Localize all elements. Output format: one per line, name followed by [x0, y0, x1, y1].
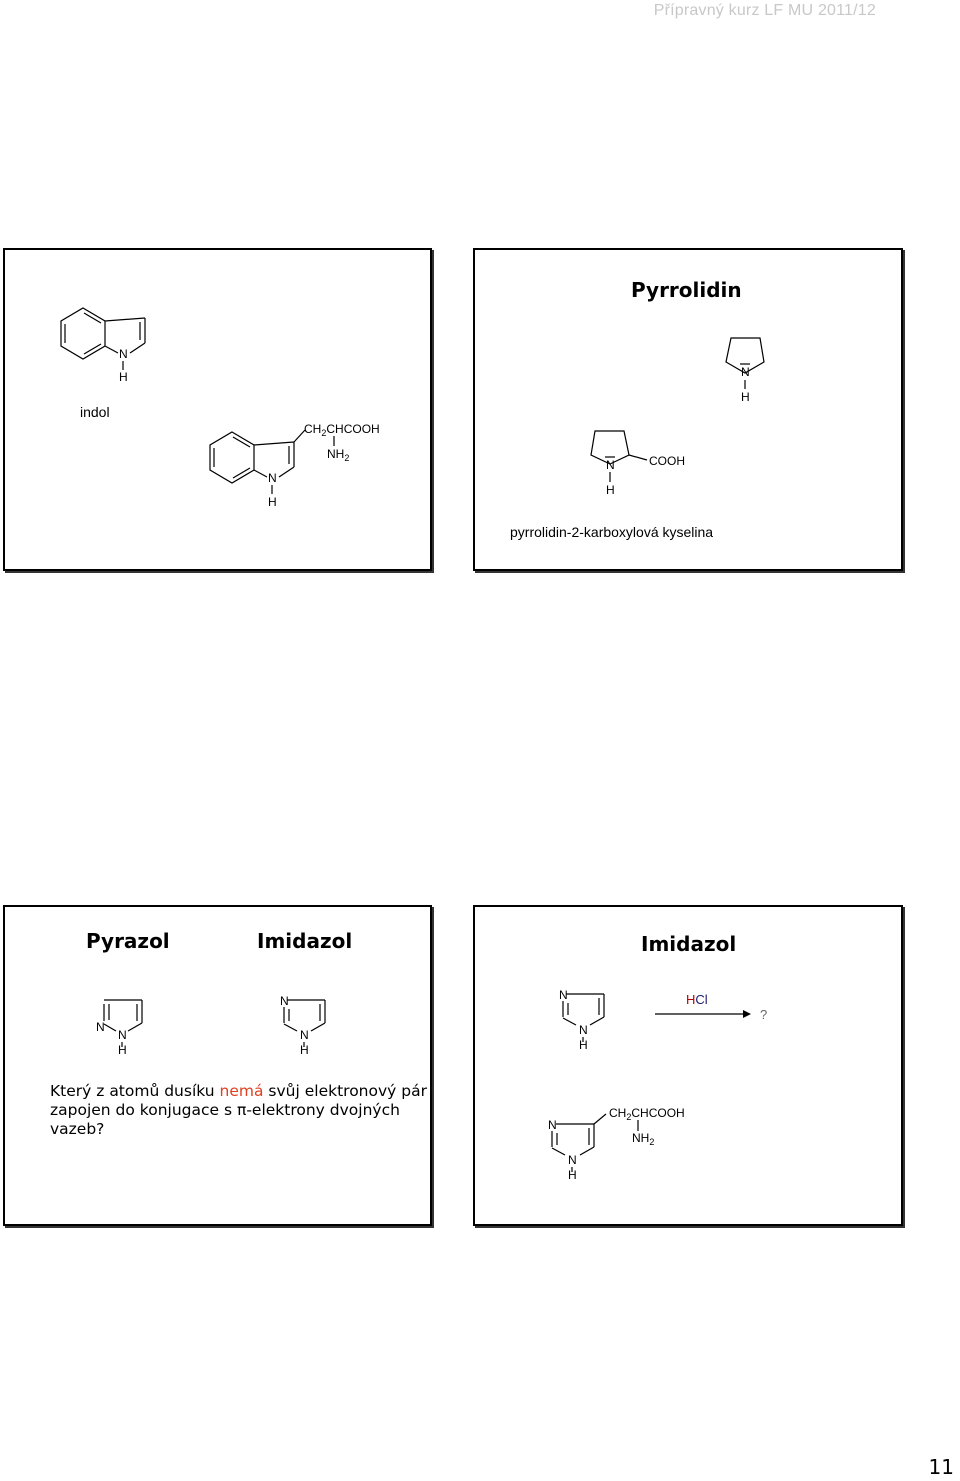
page-number: 11 — [928, 1455, 954, 1479]
proline-cooh: COOH — [649, 454, 685, 468]
indol-label: indol — [80, 404, 110, 420]
imidazol-atom-n3: N — [300, 1028, 309, 1042]
indol-molecule — [61, 308, 145, 384]
reactant-atom-n1: N — [559, 988, 568, 1002]
indol-atom-h: H — [119, 370, 128, 384]
indol-atom-n: N — [119, 347, 128, 361]
pyrrolidin-title: Pyrrolidin — [631, 278, 742, 302]
proline-atom-h: H — [606, 483, 615, 497]
histidine-atom-n1: N — [548, 1118, 557, 1132]
pyrazol-atom-n1: N — [96, 1020, 105, 1034]
histidine-ch2: $CH_2CHCOOH$ — [609, 1106, 685, 1122]
nitrogen-question: Který z atomů dusíku nemá svůj elektronový pár zapojen do konjugace s π-elektrony dvojných vazeb? — [50, 1082, 427, 1138]
pyrazol-imidazol-svg — [5, 907, 434, 1228]
imidazol-reactant — [559, 988, 604, 1052]
course-header: Přípravný kurz LF MU 2011/12 — [653, 2, 876, 19]
proline-atom-n: N — [606, 458, 615, 472]
pyrrolidin-atom-h: H — [741, 390, 750, 404]
proline-molecule — [591, 431, 685, 497]
histidine-molecule — [548, 1106, 685, 1182]
reaction-result: ? — [760, 1007, 768, 1022]
slide-imidazol-reaction — [473, 905, 903, 1226]
imidazol-atom-h: H — [300, 1043, 309, 1057]
tryptophan-molecule — [210, 422, 380, 509]
imidazol-molecule — [280, 994, 325, 1057]
pyrrolidin-molecule — [726, 338, 764, 404]
pyrazol-atom-h: H — [118, 1043, 127, 1057]
imidazol-reaction-svg — [475, 907, 905, 1228]
tryptophan-nh2: $NH_2$ — [327, 447, 350, 463]
reaction-arrow — [655, 1010, 751, 1018]
imidazol-reaction-title: Imidazol — [641, 932, 737, 956]
imidazol-atom-n1: N — [280, 994, 289, 1008]
tryptophan-atom-h: H — [268, 495, 277, 509]
pyrazol-title: Pyrazol — [86, 929, 170, 953]
indol-structures-svg — [5, 250, 434, 573]
pyrazol-atom-n2: N — [118, 1028, 127, 1042]
tryptophan-ch2: $CH_2CHCOOH$ — [304, 422, 380, 438]
pyrrolidin-atom-n: N — [741, 365, 750, 379]
slide-pyrrolidin — [473, 248, 903, 571]
reagent-hcl: HCl — [686, 992, 708, 1007]
slide-indol — [3, 248, 432, 571]
imidazol-title: Imidazol — [257, 929, 353, 953]
histidine-nh2: $NH_2$ — [632, 1131, 655, 1147]
reactant-atom-n3: N — [579, 1023, 588, 1037]
pyrazol-molecule — [96, 1000, 142, 1057]
reactant-atom-h: H — [579, 1038, 588, 1052]
histidine-atom-h: H — [568, 1168, 577, 1182]
proline-label: pyrrolidin-2-karboxylová kyselina — [510, 524, 714, 540]
histidine-atom-n3: N — [568, 1153, 577, 1167]
tryptophan-atom-n: N — [268, 471, 277, 485]
slide-pyrazol-imidazol — [3, 905, 432, 1226]
